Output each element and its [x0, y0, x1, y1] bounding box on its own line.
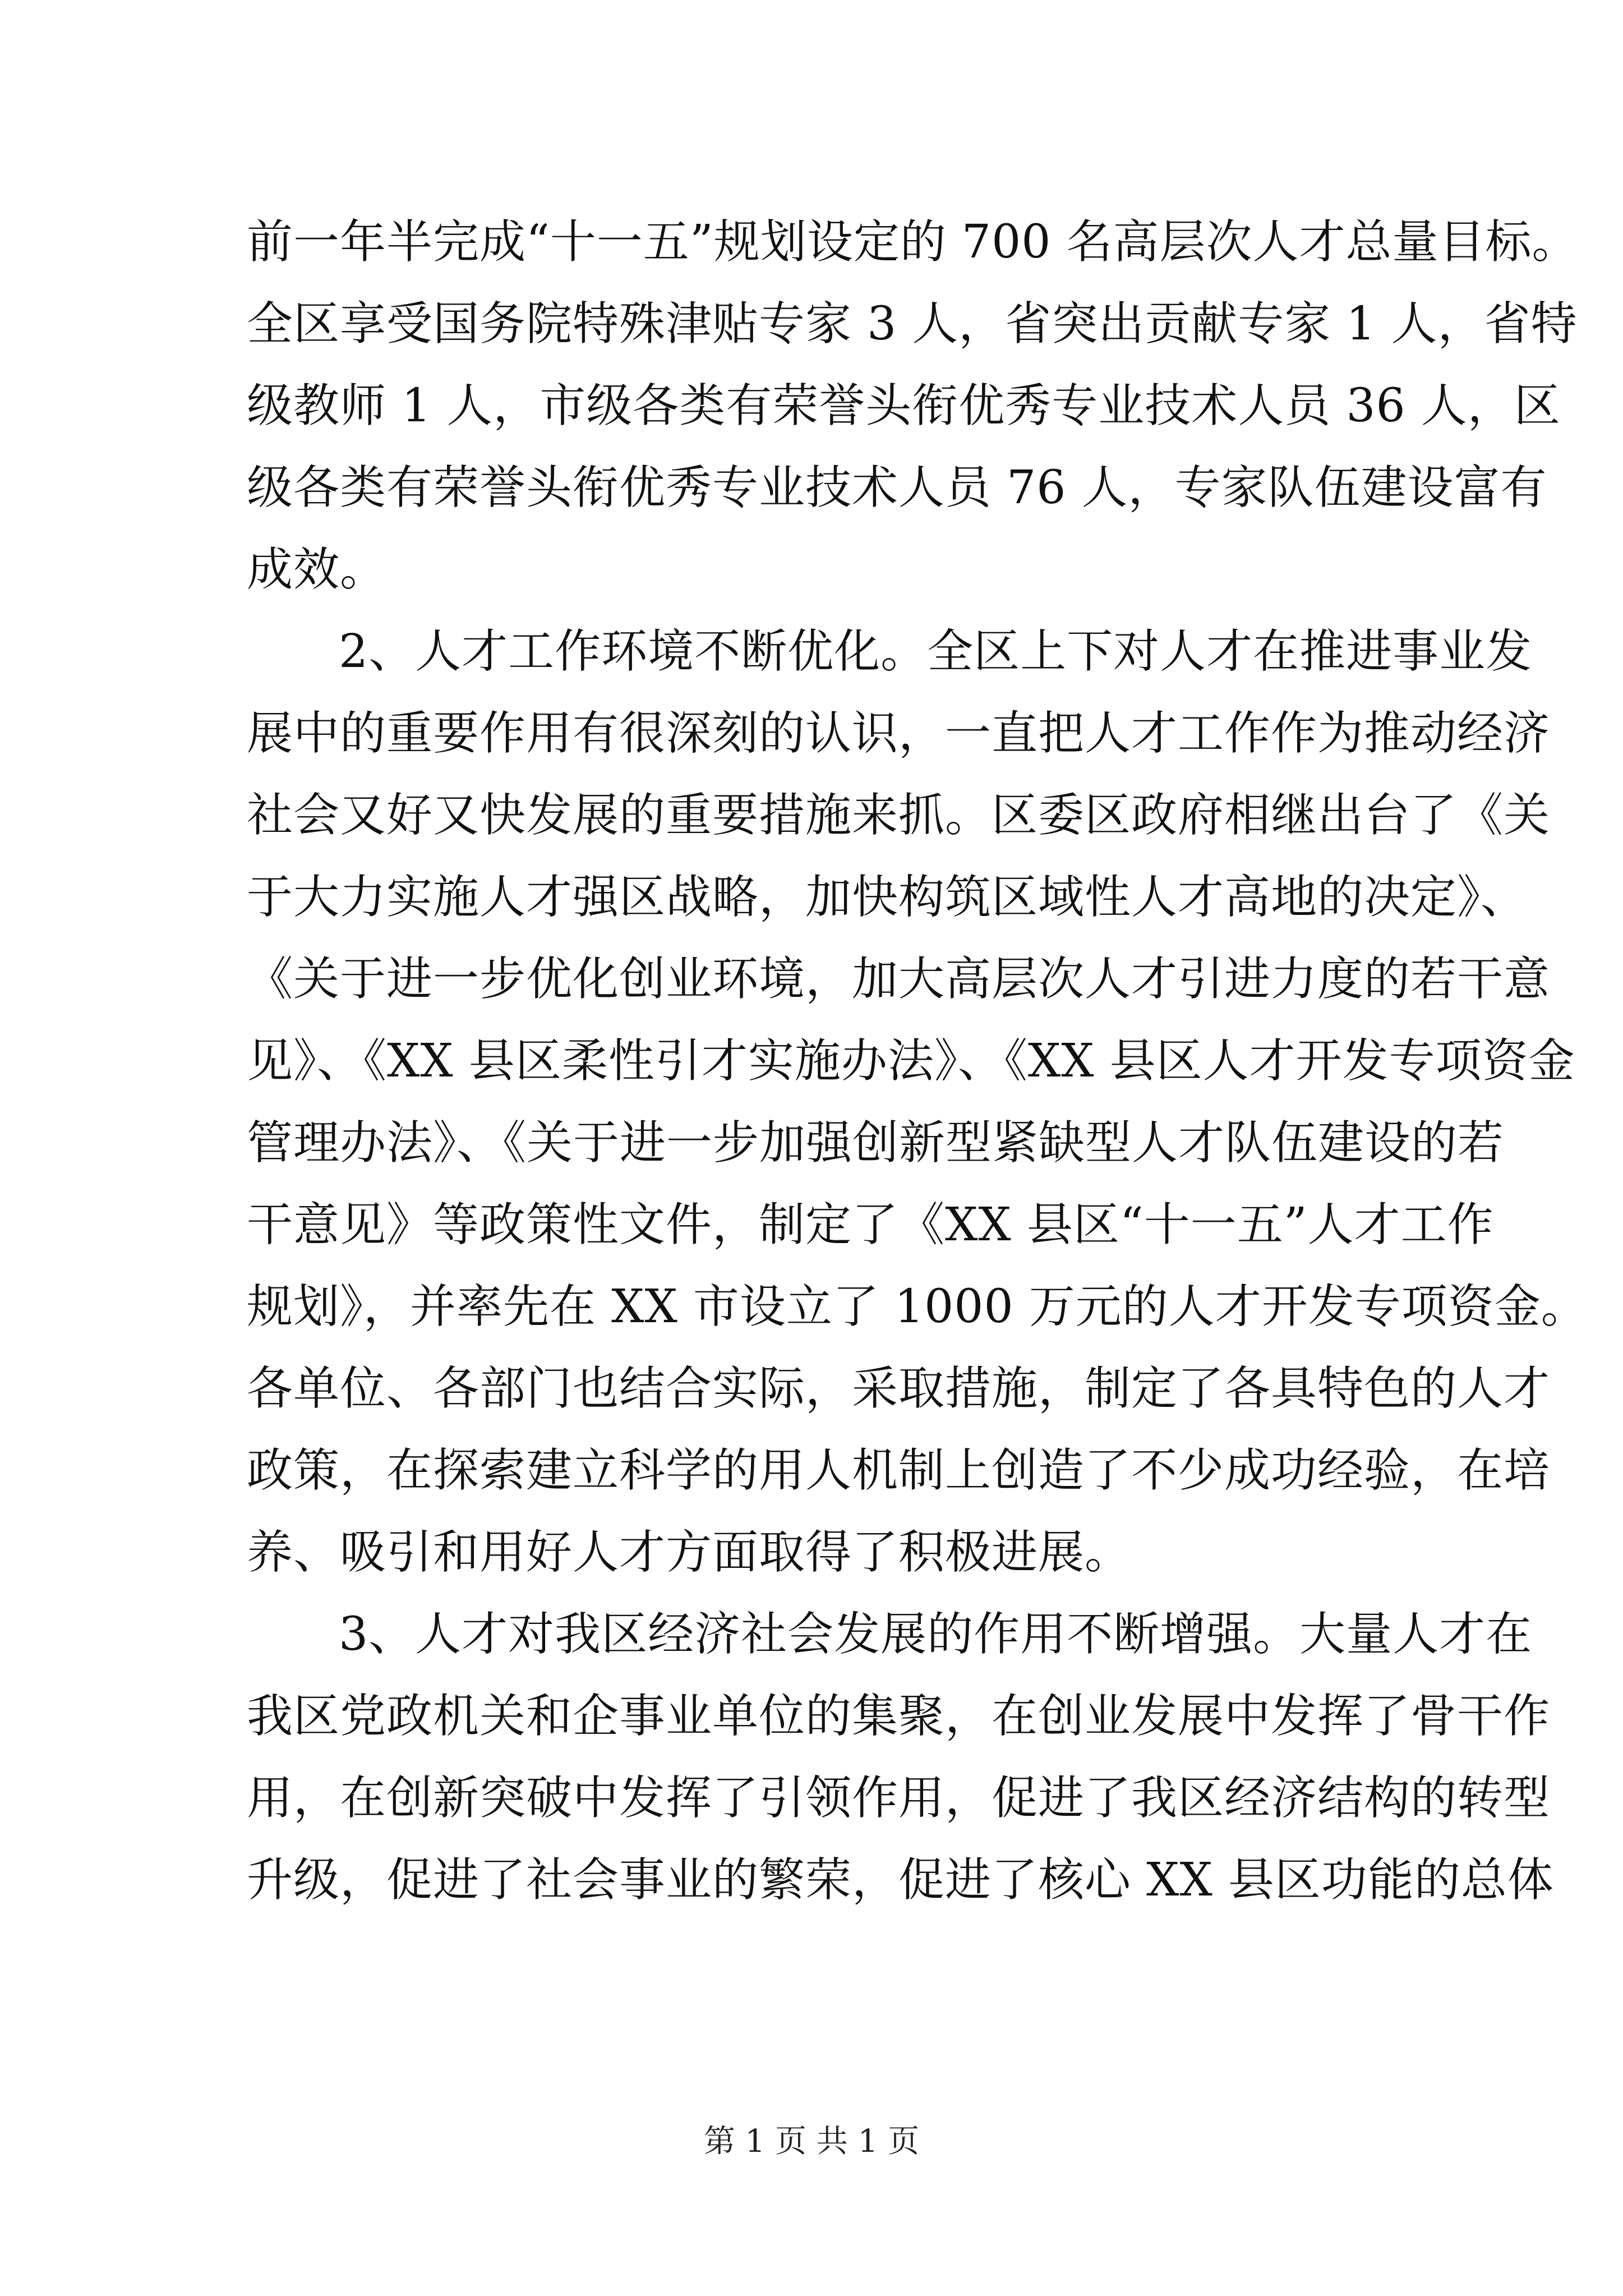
- text-line: 成效。: [247, 543, 387, 596]
- text-line: 展中的重要作用有很深刻的认识，一直把人才工作作为推动经济: [247, 707, 1551, 760]
- text-line: 见》、《XX 县区柔性引才实施办法》、《XX 县区人才开发专项资金: [247, 1034, 1575, 1088]
- text-line: 《关于进一步优化创业环境，加大高层次人才引进力度的若干意: [247, 953, 1551, 1006]
- text-line: 我区党政机关和企事业单位的集聚，在创业发展中发挥了骨干作: [247, 1690, 1551, 1743]
- text-line: 干意见》等政策性文件，制定了《XX 县区“十一五”人才工作: [247, 1198, 1494, 1251]
- text-line: 升级，促进了社会事业的繁荣，促进了核心 XX 县区功能的总体: [247, 1853, 1554, 1907]
- text-line: 全区享受国务院特殊津贴专家 3 人，省突出贡献专家 1 人，省特: [247, 297, 1578, 351]
- text-line: 社会又好又快发展的重要措施来抓。区委区政府相继出台了《关: [247, 789, 1551, 842]
- page-number-footer: 第 1 页 共 1 页: [703, 2123, 920, 2160]
- text-line: 养、吸引和用好人才方面取得了积极进展。: [247, 1526, 1132, 1579]
- text-line: 管理办法》、《关于进一步加强创新型紧缺型人才队伍建设的若: [247, 1116, 1505, 1170]
- text-line: 政策，在探索建立科学的用人机制上创造了不少成功经验，在培: [247, 1444, 1551, 1497]
- text-line: 级教师 1 人，市级各类有荣誉头衔优秀专业技术人员 36 人，区: [247, 379, 1561, 432]
- text-line: 各单位、各部门也结合实际，采取措施，制定了各具特色的人才: [247, 1362, 1551, 1415]
- paragraph-start-line: 2、人才工作环境不断优化。全区上下对人才在推进事业发: [339, 625, 1533, 678]
- text-line: 于大力实施人才强区战略，加快构筑区域性人才高地的决定》、: [247, 871, 1528, 924]
- paragraph-start-line: 3、人才对我区经济社会发展的作用不断增强。大量人才在: [339, 1608, 1533, 1661]
- text-line: 前一年半完成“十一五”规划设定的 700 名高层次人才总量目标。: [247, 215, 1579, 269]
- text-line: 级各类有荣誉头衔优秀专业技术人员 76 人，专家队伍建设富有: [247, 461, 1547, 514]
- text-line: 用，在创新突破中发挥了引领作用，促进了我区经济结构的转型: [247, 1772, 1551, 1825]
- text-line: 规划》，并率先在 XX 市设立了 1000 万元的人才开发专项资金。: [247, 1280, 1588, 1333]
